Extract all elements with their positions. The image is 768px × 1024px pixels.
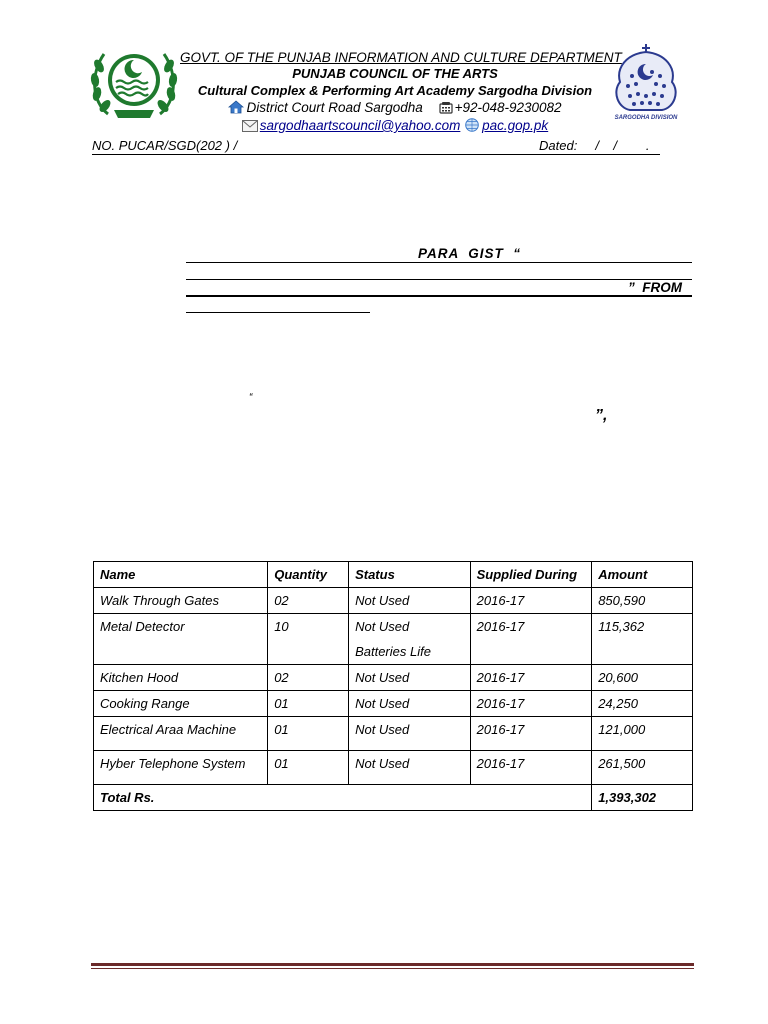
reference-line (92, 138, 660, 155)
item-quantity: 01 (268, 691, 349, 717)
item-status-note: Batteries Life (355, 644, 431, 659)
item-quantity: 01 (268, 717, 349, 751)
item-supplied: 2016-17 (470, 665, 592, 691)
column-header: Name (94, 562, 268, 588)
table-header-row (94, 562, 693, 588)
table-row (94, 665, 693, 691)
para-gist-rule (186, 262, 692, 263)
opening-quote: “ (249, 392, 253, 403)
dated-field: Dated: / / . (539, 138, 650, 153)
council-title: PUNJAB COUNCIL OF THE ARTS (292, 66, 498, 81)
column-header: Supplied During (470, 562, 592, 588)
item-quantity: 02 (268, 588, 349, 614)
closing-quote: ”, (595, 407, 608, 424)
table-row (94, 588, 693, 614)
item-amount: 850,590 (592, 588, 693, 614)
item-name: Metal Detector (94, 614, 268, 665)
item-amount: 24,250 (592, 691, 693, 717)
item-supplied: 2016-17 (470, 588, 592, 614)
item-name: Kitchen Hood (94, 665, 268, 691)
table-row (94, 717, 693, 751)
para-gist-rule (186, 279, 692, 280)
item-supplied: 2016-17 (470, 614, 592, 665)
table-row (94, 751, 693, 785)
table-row (94, 691, 693, 717)
item-name: Hyber Telephone System (94, 751, 268, 785)
online-contact-line (180, 117, 610, 136)
column-header: Quantity (268, 562, 349, 588)
department-title: GOVT. OF THE PUNJAB INFORMATION AND CULTURE DEPARTMENT (180, 50, 622, 65)
web-globe-icon (464, 118, 480, 136)
para-gist-rule (186, 312, 370, 313)
item-status: Not Used (349, 717, 471, 751)
item-status-primary: Not Used (355, 619, 410, 634)
phone-number: +92-048-9230082 (454, 100, 562, 115)
website-link[interactable]: pac.gop.pk (482, 118, 549, 133)
table-row (94, 614, 693, 665)
contact-line (180, 99, 610, 118)
item-status: Not Used (349, 665, 471, 691)
item-supplied: 2016-17 (470, 751, 592, 785)
envelope-icon (242, 119, 258, 136)
column-header: Amount (592, 562, 693, 588)
email-link[interactable]: sargodhaartscouncil@yahoo.com (259, 118, 461, 133)
item-status: Not Used (349, 751, 471, 785)
address-text: District Court Road Sargodha (246, 100, 423, 115)
item-amount: 115,362 (592, 614, 693, 665)
item-name: Electrical Araa Machine (94, 717, 268, 751)
home-icon (228, 100, 244, 118)
item-quantity: 02 (268, 665, 349, 691)
table-total-row (94, 785, 693, 811)
item-supplied: 2016-17 (470, 691, 592, 717)
para-gist-rule (186, 295, 692, 297)
reference-number: NO. PUCAR/SGD(202 ) / (92, 138, 238, 153)
phone-icon (439, 101, 453, 118)
punjab-government-logo (88, 44, 180, 122)
para-gist-heading: PARA GIST “ (418, 246, 522, 261)
item-status: Not Used (349, 588, 471, 614)
item-name: Walk Through Gates (94, 588, 268, 614)
item-amount: 121,000 (592, 717, 693, 751)
item-status (349, 614, 471, 665)
academy-title: Cultural Complex & Performing Art Academy Sargodha Division (197, 83, 593, 98)
item-amount: 261,500 (592, 751, 693, 785)
item-supplied: 2016-17 (470, 717, 592, 751)
item-name: Cooking Range (94, 691, 268, 717)
total-amount: 1,393,302 (592, 785, 693, 811)
item-quantity: 10 (268, 614, 349, 665)
right-logo-caption: SARGODHA DIVISION (614, 115, 678, 121)
items-table (93, 561, 693, 811)
item-quantity: 01 (268, 751, 349, 785)
item-amount: 20,600 (592, 665, 693, 691)
item-status: Not Used (349, 691, 471, 717)
footer-rule (91, 963, 694, 969)
column-header: Status (349, 562, 471, 588)
from-label: ” FROM (628, 280, 682, 295)
total-label: Total Rs. (94, 785, 592, 811)
